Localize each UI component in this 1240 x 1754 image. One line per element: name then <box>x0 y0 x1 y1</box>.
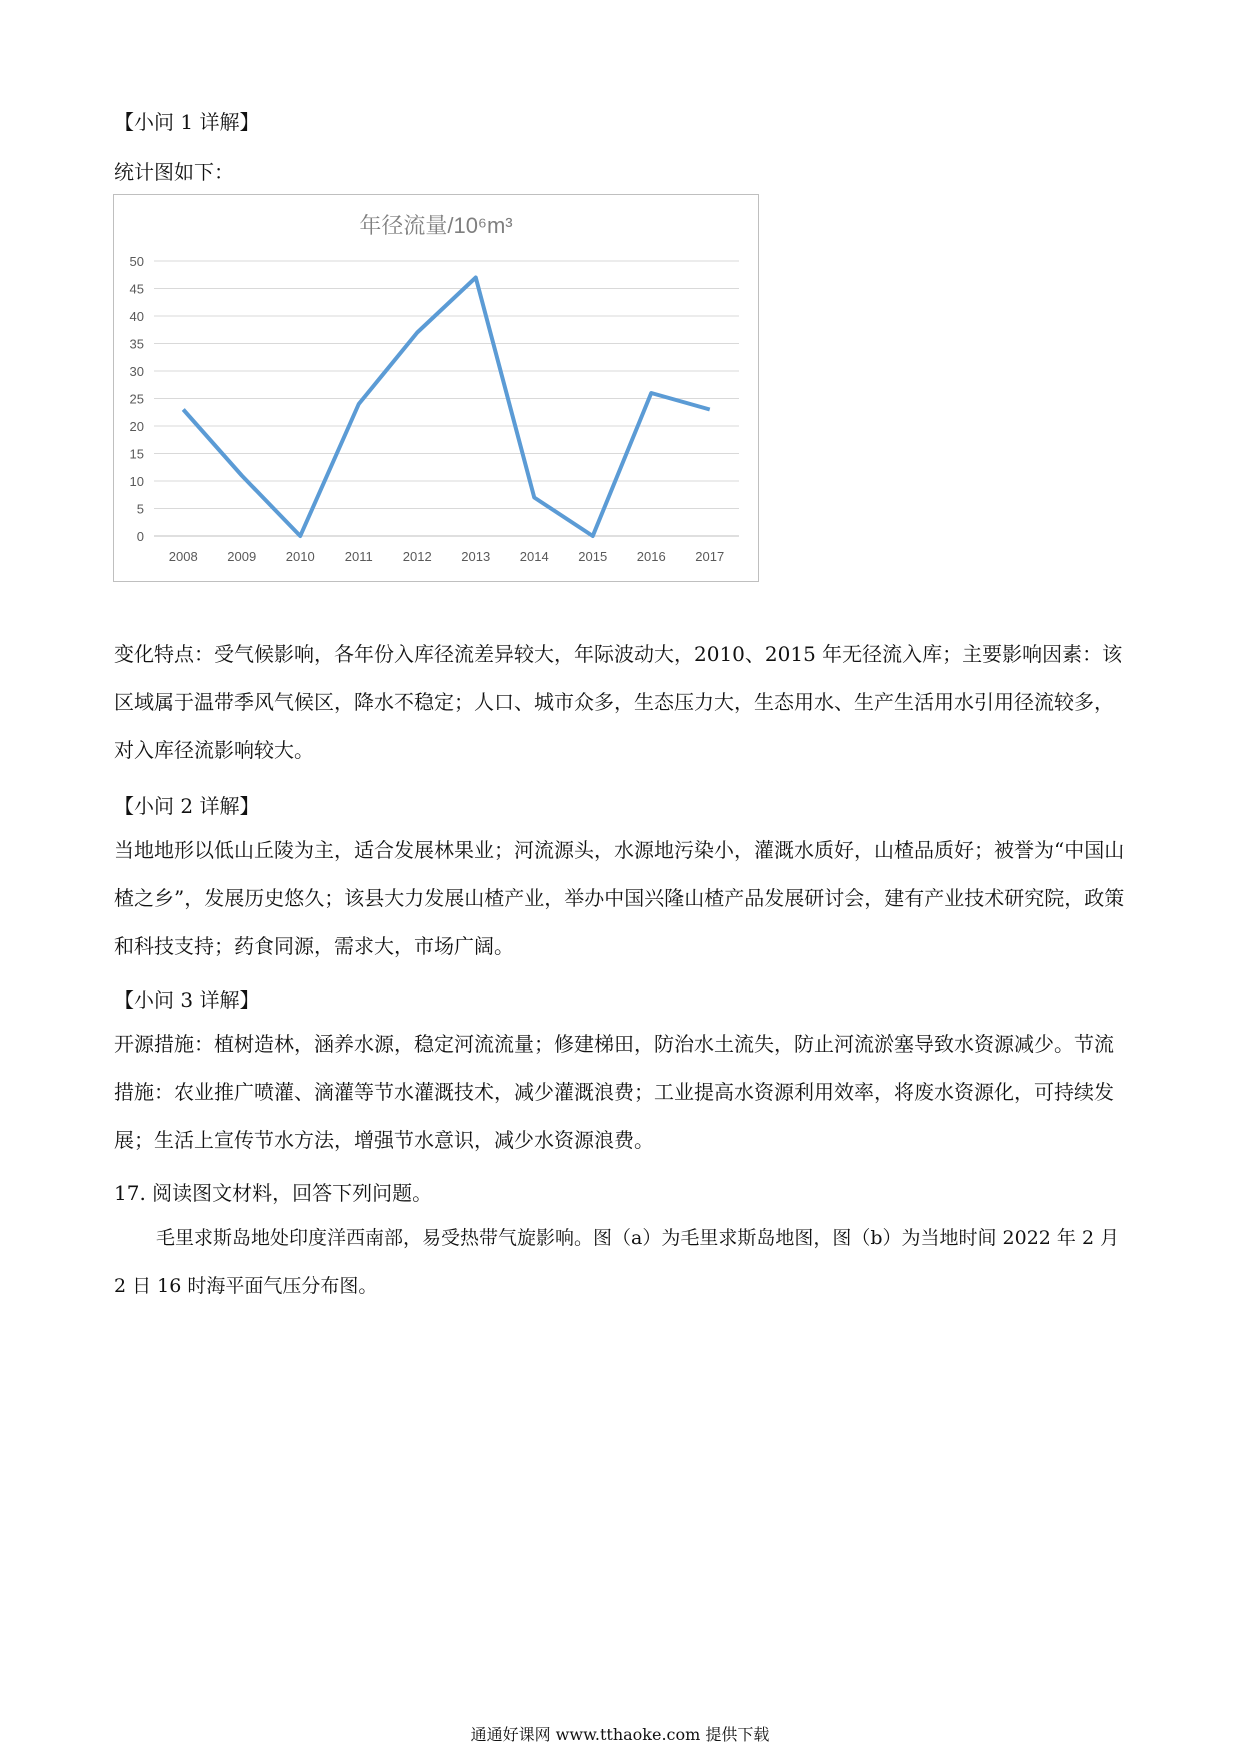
x-tick-label: 2015 <box>578 549 608 564</box>
y-tick-label: 35 <box>129 336 144 352</box>
y-tick-label: 0 <box>136 529 144 544</box>
y-tick-label: 10 <box>129 474 144 489</box>
chart-title: 年径流量/10⁶m³ <box>359 213 513 238</box>
question-17: 17. 阅读图文材料，回答下列问题。 <box>114 1181 433 1205</box>
y-tick-label: 20 <box>129 419 144 434</box>
x-tick-label: 2008 <box>168 549 198 564</box>
section2-text: 当地地形以低山丘陵为主，适合发展林果业；河流源头，水源地污染小，灌溉水质好，山楂品质好；被誉为“中国山楂之乡”，发展历史悠久；该县大力发展山楂产业，举办中国兴隆山楂产品发展研讨会，建有产业技术研究院，政策和科技支持；药食同源，需求大，市场广阔。 <box>114 838 1125 958</box>
y-tick-label: 15 <box>129 446 144 462</box>
section2-heading: 【小问 2 详解】 <box>114 794 260 818</box>
y-tick-label: 40 <box>129 309 144 324</box>
y-tick-label: 25 <box>129 391 144 407</box>
runoff-chart <box>113 194 759 582</box>
section3-heading: 【小问 3 详解】 <box>114 988 260 1012</box>
y-tick-label: 50 <box>129 254 144 269</box>
x-tick-label: 2014 <box>519 549 549 564</box>
x-tick-label: 2011 <box>344 549 373 564</box>
q17-material: 毛里求斯岛地处印度洋西南部，易受热带气旋影响。图（a）为毛里求斯岛地图，图（b）为当地时间 2022 年 2 月 2 日 16 时海平面气压分布图。 <box>114 1227 1120 1297</box>
x-tick-label: 2012 <box>402 549 432 564</box>
x-tick-label: 2009 <box>227 549 257 564</box>
y-tick-label: 45 <box>129 281 144 297</box>
x-tick-label: 2013 <box>461 549 491 564</box>
runoff-chart-svg <box>114 195 758 581</box>
x-tick-label: 2016 <box>636 549 666 564</box>
y-tick-label: 30 <box>129 364 144 379</box>
footer: 通通好课网 www.tthaoke.com 提供下载 <box>470 1725 770 1744</box>
x-tick-label: 2010 <box>285 549 315 564</box>
section3-text: 开源措施：植树造林，涵养水源，稳定河流流量；修建梯田，防治水土流失，防止河流淤塞导致水资源减少。节流措施：农业推广喷灌、滴灌等节水灌溉技术，减少灌溉浪费；工业提高水资源利用效率，将废水资源化，可持续发展；生活上宣传节水方法，增强节水意识，减少水资源浪费。 <box>114 1032 1114 1152</box>
section1-heading: 【小问 1 详解】 <box>114 110 260 134</box>
section1-text: 变化特点：受气候影响，各年份入库径流差异较大，年际波动大，2010、2015 年无径流入库；主要影响因素：该区域属于温带季风气候区，降水不稳定；人口、城市众多，生态压力大，生态用水、生产生活用水引用径流较多，对入库径流影响较大。 <box>114 642 1123 762</box>
y-tick-label: 5 <box>136 501 144 517</box>
chart-intro: 统计图如下： <box>114 160 234 184</box>
x-tick-label: 2017 <box>695 549 725 564</box>
